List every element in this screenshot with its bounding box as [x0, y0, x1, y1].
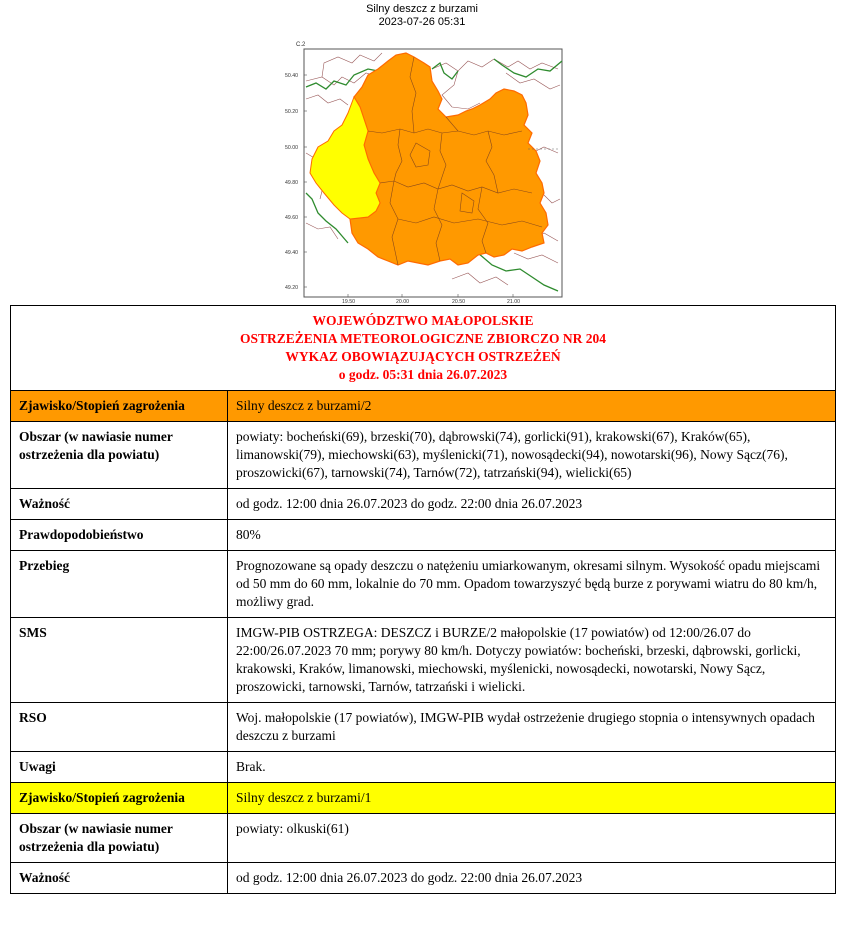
warning1-notes-row: [11, 752, 836, 783]
y-tick: 49.40: [285, 250, 298, 256]
y-tick: 50.00: [285, 145, 298, 151]
phenomenon-value: Silny deszcz z burzami/2: [228, 391, 836, 422]
warning1-probability-row: [11, 520, 836, 551]
map-timestamp: 2023-07-26 05:31: [378, 16, 466, 28]
course-value: Prognozowane są opady deszczu o natężeniu umiarkowanym, okresami silnym. Wysokość opadu miejscami od 50 mm do 60 mm, lokalnie do 70 mm. Opadom towarzyszyć będą burze z porywami wiatru do 80 km/h, możliwy grad.: [228, 551, 836, 618]
y-tick: 50.40: [285, 73, 298, 79]
header-region: WOJEWÓDZTWO MAŁOPOLSKIE: [312, 313, 534, 328]
notes-label: Uwagi: [11, 752, 228, 783]
y-tick: 50.20: [285, 109, 298, 115]
x-tick: 20.00: [396, 299, 409, 305]
course-label: Przebieg: [11, 551, 228, 618]
validity-value: od godz. 12:00 dnia 26.07.2023 do godz. 22:00 dnia 26.07.2023: [228, 863, 836, 894]
warning2-area-row: [11, 814, 836, 863]
phenomenon-label: Zjawisko/Stopień zagrożenia: [11, 783, 228, 814]
y-tick: 49.80: [285, 180, 298, 186]
map-axis-top-label: C.2: [296, 42, 306, 48]
area-value: powiaty: bocheński(69), brzeski(70), dąbrowski(74), gorlicki(91), krakowski(67), Kraków(65), limanowski(79), miechowski(63), myślenicki(71), nowosądecki(94), nowotarski(96), Nowy Sącz(76), proszowicki(67), tarnowski(74), Tarnów(72), tatrzański(94), wielicki(65): [228, 422, 836, 489]
notes-value: Brak.: [228, 752, 836, 783]
warnings-table: [10, 305, 836, 894]
map-svg: [282, 33, 572, 305]
rso-value: Woj. małopolskie (17 powiatów), IMGW-PIB wydał ostrzeżenie drugiego stopnia o intensywnych opadach deszczu z burzami: [228, 703, 836, 752]
area-value: powiaty: olkuski(61): [228, 814, 836, 863]
x-tick: 20.50: [452, 299, 465, 305]
warning1-sms-row: [11, 618, 836, 703]
y-tick: 49.20: [285, 285, 298, 291]
y-tick-labels: [285, 73, 298, 291]
probability-value: 80%: [228, 520, 836, 551]
sms-label: SMS: [11, 618, 228, 703]
warning2-validity-row: [11, 863, 836, 894]
x-tick: 21.00: [507, 299, 520, 305]
warning-map: [282, 33, 572, 305]
area-label: Obszar (w nawiasie numer ostrzeżenia dla powiatu): [11, 422, 228, 489]
warning1-area-row: [11, 422, 836, 489]
validity-label: Ważność: [11, 489, 228, 520]
area-label: Obszar (w nawiasie numer ostrzeżenia dla powiatu): [11, 814, 228, 863]
bulletin-header: [11, 306, 836, 391]
validity-value: od godz. 12:00 dnia 26.07.2023 do godz. 22:00 dnia 26.07.2023: [228, 489, 836, 520]
header-list-title: WYKAZ OBOWIĄZUJĄCYCH OSTRZEŻEŃ: [285, 349, 561, 364]
warning1-validity-row: [11, 489, 836, 520]
phenomenon-label: Zjawisko/Stopień zagrożenia: [11, 391, 228, 422]
probability-label: Prawdopodobieństwo: [11, 520, 228, 551]
map-title: Silny deszcz z burzami: [366, 3, 478, 15]
rso-label: RSO: [11, 703, 228, 752]
header-issue-time: o godz. 05:31 dnia 26.07.2023: [338, 367, 508, 382]
sms-value: IMGW-PIB OSTRZEGA: DESZCZ i BURZE/2 małopolskie (17 powiatów) od 12:00/26.07 do 22:00/26.07.2023 70 mm; porywy 80 km/h. Dotyczy powiatów: bocheński, brzeski, dąbrowski, gorlicki, krakowski, Kraków, limanowski, miechowski, myślenicki, nowosądecki, nowotarski, Nowy Sącz, proszowicki, tarnowski, Tarnów, tatrzański i wielicki.: [228, 618, 836, 703]
warning1-rso-row: [11, 703, 836, 752]
warning1-course-row: [11, 551, 836, 618]
validity-label: Ważność: [11, 863, 228, 894]
warning2-phenomenon-row: [11, 783, 836, 814]
phenomenon-value: Silny deszcz z burzami/1: [228, 783, 836, 814]
warning1-phenomenon-row: [11, 391, 836, 422]
header-bulletin-number: OSTRZEŻENIA METEOROLOGICZNE ZBIORCZO NR 204: [239, 331, 607, 346]
x-tick: 19.50: [342, 299, 355, 305]
y-tick: 49.60: [285, 215, 298, 221]
